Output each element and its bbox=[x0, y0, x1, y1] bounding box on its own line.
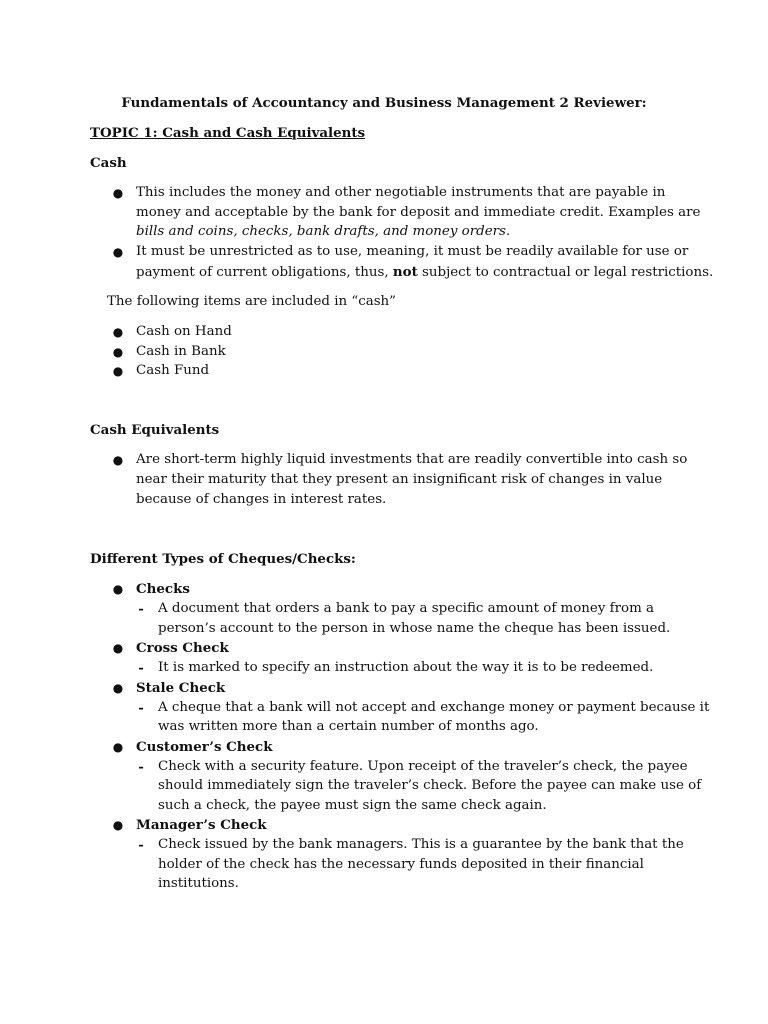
cash-bullet1-line3 bbox=[136, 222, 510, 242]
bullet-icon: ● bbox=[112, 453, 124, 467]
bullet-icon: ● bbox=[112, 325, 124, 339]
cash-heading: Cash bbox=[90, 155, 127, 171]
cheque-description-line: It is marked to specify an instruction about the way it is to be redeemed. bbox=[158, 660, 654, 675]
list-item: Cash Fund bbox=[136, 363, 210, 378]
cheque-description-line: person’s account to the person in whose name the cheque has been issued. bbox=[158, 621, 671, 636]
cheque-term: Stale Check bbox=[136, 680, 226, 696]
bullet-icon: ● bbox=[112, 681, 124, 695]
bullet-icon: ● bbox=[112, 818, 124, 832]
cash-bullet1-line1: This includes the money and other negotiable instruments that are payable in bbox=[136, 185, 666, 200]
dash-icon: - bbox=[138, 660, 144, 676]
cheque-description-line: A document that orders a bank to pay a specific amount of money from a bbox=[158, 601, 655, 616]
cheque-description-line: such a check, the payee must sign the same check again. bbox=[158, 798, 547, 813]
bullet-icon: ● bbox=[112, 740, 124, 754]
dash-icon: - bbox=[138, 601, 144, 617]
cheques-heading: Different Types of Cheques/Checks: bbox=[90, 551, 356, 567]
dash-icon: - bbox=[138, 700, 144, 716]
cheque-description-line: Check with a security feature. Upon receipt of the traveler’s check, the payee bbox=[158, 759, 688, 774]
cash-examples-end: . bbox=[505, 224, 511, 239]
cash-equivalents-line2: near their maturity that they present an insignificant risk of changes in value bbox=[136, 472, 663, 487]
bullet-icon: ● bbox=[112, 582, 124, 596]
cash-bullet2-bold: not bbox=[392, 264, 418, 280]
cash-equivalents-line3: because of changes in interest rates. bbox=[136, 492, 387, 507]
dash-icon: - bbox=[138, 759, 144, 775]
cheque-term: Checks bbox=[136, 581, 190, 597]
cash-examples: bills and coins, checks, bank drafts, and money orders bbox=[136, 224, 506, 239]
list-item: Cash on Hand bbox=[136, 324, 232, 339]
list-item: Cash in Bank bbox=[136, 344, 226, 359]
cash-bullet2-after: subject to contractual or legal restrictions. bbox=[422, 265, 714, 280]
cash-included-intro: The following items are included in “cash” bbox=[107, 294, 397, 309]
cheque-term: Cross Check bbox=[136, 640, 229, 656]
cheque-description-line: A cheque that a bank will not accept and exchange money or payment because it bbox=[158, 700, 710, 715]
dash-icon: - bbox=[138, 837, 144, 853]
cash-bullet1-line2: money and acceptable by the bank for deposit and immediate credit. Examples are bbox=[136, 205, 701, 220]
cash-equivalents-heading: Cash Equivalents bbox=[90, 422, 220, 438]
bullet-icon: ● bbox=[112, 345, 124, 359]
bullet-icon: ● bbox=[112, 245, 124, 259]
document-title: Fundamentals of Accountancy and Business Management 2 Reviewer: bbox=[121, 95, 647, 111]
cheque-description-line: should immediately sign the traveler’s check. Before the payee can make use of bbox=[158, 778, 702, 793]
cheque-term: Manager’s Check bbox=[136, 817, 267, 833]
bullet-icon: ● bbox=[112, 364, 124, 378]
cash-bullet2-line2 bbox=[136, 262, 713, 283]
bullet-icon: ● bbox=[112, 641, 124, 655]
cheque-description-line: was written more than a certain number of months ago. bbox=[158, 719, 539, 734]
cheque-description-line: institutions. bbox=[158, 876, 239, 891]
cheque-description-line: holder of the check has the necessary funds deposited in their financial bbox=[158, 857, 644, 872]
cheque-term: Customer’s Check bbox=[136, 739, 273, 755]
cash-bullet2-before: payment of current obligations, thus, bbox=[136, 265, 389, 280]
cash-bullet2-line1: It must be unrestricted as to use, meaning, it must be readily available for use or bbox=[136, 244, 689, 259]
cheque-description-line: Check issued by the bank managers. This is a guarantee by the bank that the bbox=[158, 837, 684, 852]
topic-heading: TOPIC 1: Cash and Cash Equivalents bbox=[90, 125, 366, 141]
bullet-icon: ● bbox=[112, 186, 124, 200]
cash-equivalents-line1: Are short-term highly liquid investments that are readily convertible into cash so bbox=[136, 452, 688, 467]
